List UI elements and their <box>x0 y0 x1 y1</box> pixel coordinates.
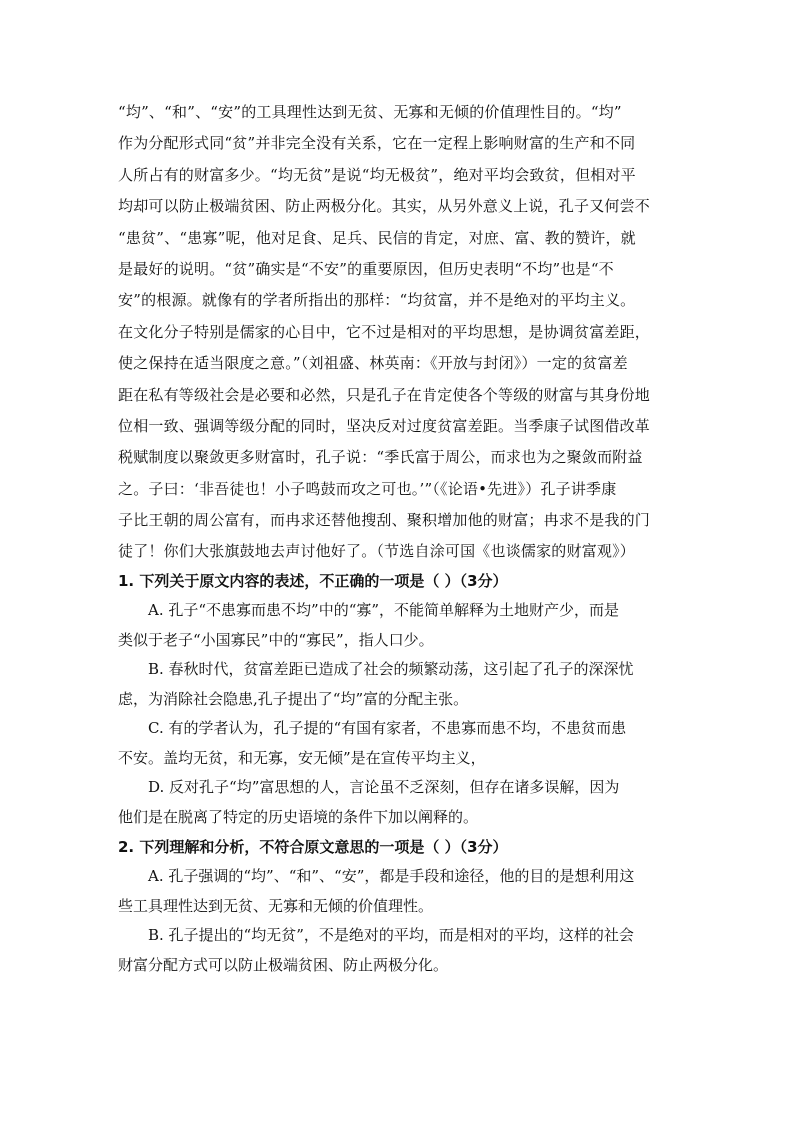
questions-section <box>118 566 678 980</box>
option-line: B. 孔子提出的“均无贫”，不是绝对的平均，而是相对的平均，这样的社会 <box>148 926 634 944</box>
option-line: D. 反对孔子“均”富思想的人，言论虽不乏深刻，但存在诸多误解，因为 <box>148 778 620 796</box>
passage-line: 使之保持在适当限度之意。”（刘祖盛、林英南：《开放与封闭》）一定的贫富差 <box>118 354 628 373</box>
passage-line: 徒了！你们大张旗鼓地去声讨他好了。（节选自涂可国《也谈儒家的财富观》） <box>118 542 636 561</box>
question-1-option-d[interactable] <box>118 773 678 832</box>
option-line: 虑，为消除社会隐患,孔子提出了“均”富的分配主张。 <box>118 689 469 708</box>
question-1-option-b[interactable] <box>118 655 678 714</box>
option-line: 财富分配方式可以防止极端贫困、防止两极分化。 <box>118 955 449 974</box>
passage-line: 在文化分子特别是儒家的心目中，它不过是相对的平均思想，是协调贫富差距， <box>118 322 651 341</box>
passage-line: 作为分配形式同“贫”并非完全没有关系，它在一定程上影响财富的生产和不同 <box>118 134 636 153</box>
option-line: 不安。盖均无贫，和无寡，安无倾”是在宣传平均主义， <box>118 748 486 767</box>
option-line: 些工具理性达到无贫、无寡和无倾的价值理性。 <box>118 896 434 915</box>
question-1-option-a[interactable] <box>118 596 678 655</box>
option-line: C. 有的学者认为，孔子提的“有国有家者，不患寡而患不均，不患贫而患 <box>148 719 627 737</box>
question-2-stem: 2. 下列理解和分析，不符合原文意思的一项是（ ）（3分） <box>118 838 508 856</box>
passage-line: 安”的根源。就像有的学者所指出的那样：“均贫富，并不是绝对的平均主义。 <box>118 291 636 310</box>
question-1-option-c[interactable] <box>118 714 678 773</box>
passage-line: 之。子曰：‘非吾徒也！小子鸣鼓而攻之可也。’”（《论语•先进》）孔子讲季康 <box>118 479 617 498</box>
question-2-option-b[interactable] <box>118 921 678 980</box>
option-line: A. 孔子强调的“均”、“和”、“安”，都是手段和途径，他的目的是想利用这 <box>148 867 635 885</box>
passage-line: 子比王朝的周公富有，而冉求还替他搜刮、聚积增加他的财富；冉求不是我的门 <box>118 511 651 530</box>
passage-line: 位相一致、强调等级分配的同时，坚决反对过度贫富差距。当季康子试图借改革 <box>118 416 651 435</box>
passage-line: 人所占有的财富多少。“均无贫”是说“均无极贫”，绝对平均会致贫，但相对平 <box>118 165 636 184</box>
passage-line: “患贫”、“患寡”呢，他对足食、足兵、民信的肯定，对庶、富、教的赞许，就 <box>118 228 636 247</box>
passage-line: 税赋制度以聚敛更多财富时，孔子说：“季氏富于周公，而求也为之聚敛而附益 <box>118 448 643 467</box>
option-line: A. 孔子“不患寡而患不均”中的“寡”，不能简单解释为土地财产少，而是 <box>148 601 620 619</box>
passage-line: 是最好的说明。“贫”确实是“不安”的重要原因，但历史表明“不均”也是“不 <box>118 259 614 278</box>
option-line: B. 春秋时代，贫富差距已造成了社会的频繁动荡，这引起了孔子的深深忧 <box>148 660 634 678</box>
question-1-stem: 1. 下列关于原文内容的表述，不正确的一项是（ ）（3分） <box>118 572 508 590</box>
passage-line: 均却可以防止极端贫困、防止两极分化。其实，从另外意义上说，孔子又何尝不 <box>118 197 651 216</box>
passage-text <box>118 97 678 568</box>
passage-line: “均”、“和”、“安”的工具理性达到无贫、无寡和无倾的价值理性目的。“均” <box>118 103 622 121</box>
question-2-option-a[interactable] <box>118 862 678 921</box>
option-line: 他们是在脱离了特定的历史语境的条件下加以阐释的。 <box>118 807 479 826</box>
passage-line: 距在私有等级社会是必要和必然，只是孔子在肯定使各个等级的财富与其身份地 <box>118 385 651 404</box>
option-line: 类似于老子“小国寡民”中的“寡民”，指人口少。 <box>118 630 434 649</box>
